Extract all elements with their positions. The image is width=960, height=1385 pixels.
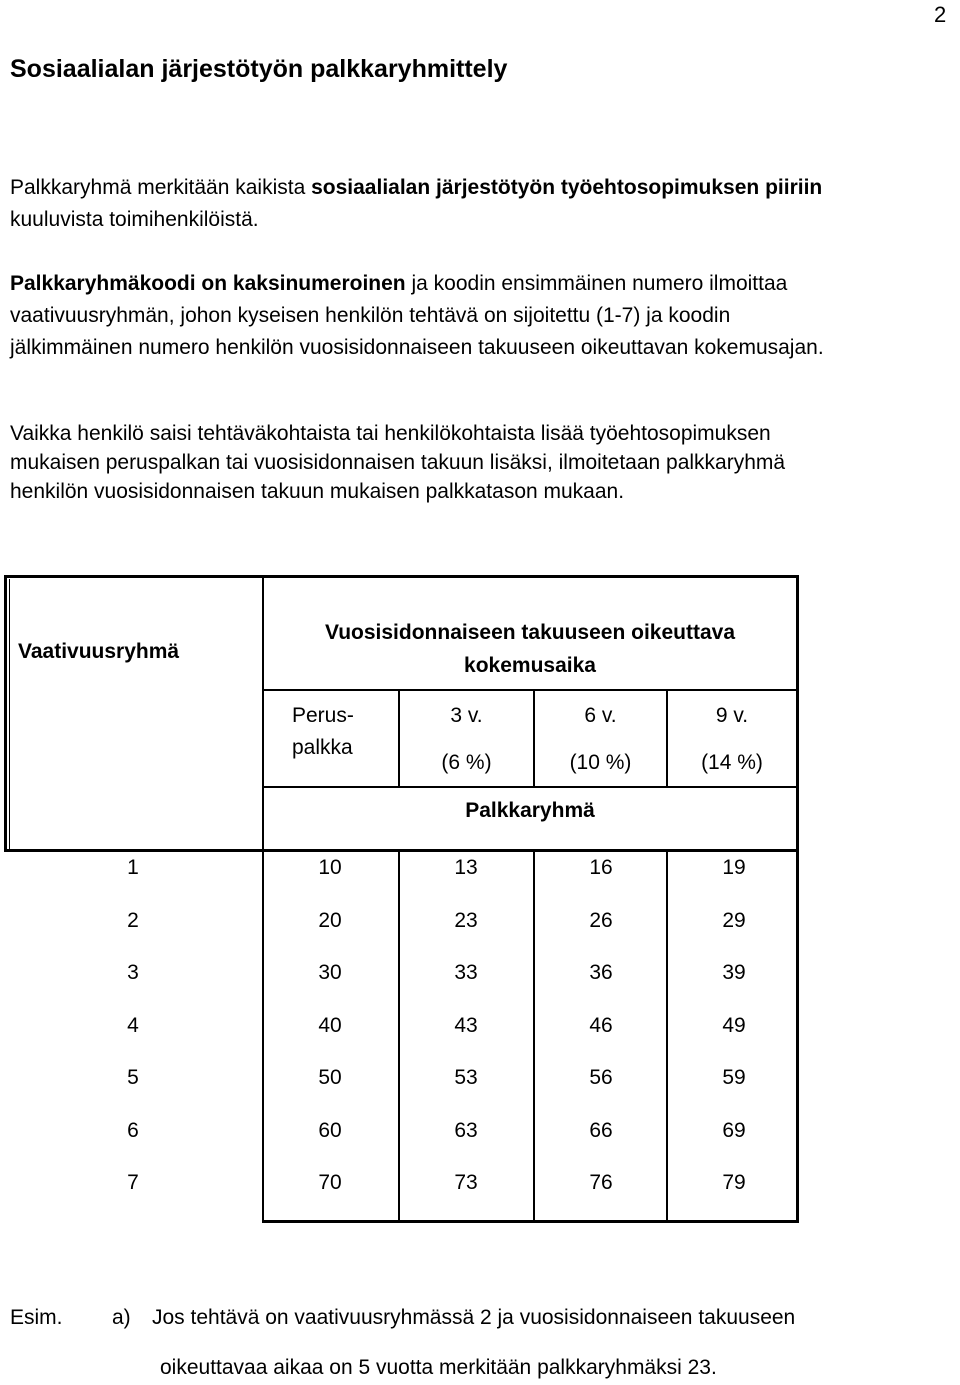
table-row-1-base: 10 <box>318 856 342 879</box>
header-pct-6: (10 %) <box>569 751 632 774</box>
table-row-2-y6: 26 <box>589 909 613 932</box>
table-row-1-y3: 13 <box>454 856 478 879</box>
table-row-4-group: 4 <box>127 1014 139 1037</box>
table-row-6-base: 60 <box>318 1119 342 1142</box>
header-vaativuusryhma: Vaativuusryhmä <box>18 640 180 663</box>
code-text-line2: vaativuusryhmän, johon kyseisen henkilön tehtävä on sijoitettu (1-7) ja koodin <box>10 304 731 327</box>
table-divider-col4-body <box>666 850 668 1223</box>
supplement-line1: Vaikka henkilö saisi tehtäväkohtaista tai henkilökohtaista lisää työehtosopimuksen <box>10 422 771 445</box>
table-row-7-y6: 76 <box>589 1171 613 1194</box>
table-row-5-y9: 59 <box>722 1066 746 1089</box>
table-row-3-y6: 36 <box>589 961 613 984</box>
table-divider-col2-body <box>398 850 400 1223</box>
table-row-1-y6: 16 <box>589 856 613 879</box>
table-border-right <box>796 575 799 1223</box>
table-row-1-group: 1 <box>127 856 139 879</box>
example-label: Esim. <box>10 1306 63 1329</box>
table-row-6-group: 6 <box>127 1119 139 1142</box>
supplement-line2: mukaisen peruspalkan tai vuosisidonnaisen takuun lisäksi, ilmoitetaan palkkaryhmä <box>10 451 786 474</box>
code-text-bold: Palkkaryhmäkoodi on kaksinumeroinen <box>10 272 406 295</box>
supplement-line3: henkilön vuosisidonnaisen takuun mukaisen palkkatason mukaan. <box>10 480 625 503</box>
table-row-2-y9: 29 <box>722 909 746 932</box>
table-row-5-y3: 53 <box>454 1066 478 1089</box>
table-divider-header <box>4 849 799 852</box>
table-divider-h2 <box>262 786 799 788</box>
intro-text-line2: kuuluvista toimihenkilöistä. <box>10 208 259 231</box>
intro-paragraph <box>10 172 955 236</box>
header-pct-3: (6 %) <box>441 751 492 774</box>
header-year-9: 9 v. <box>715 704 749 727</box>
example-item-marker: a) <box>112 1306 131 1329</box>
table-row-1-y9: 19 <box>722 856 746 879</box>
table-row-4-y6: 46 <box>589 1014 613 1037</box>
table-row-5-group: 5 <box>127 1066 139 1089</box>
code-paragraph <box>10 268 955 364</box>
page-title: Sosiaalialan järjestötyön palkkaryhmittely <box>10 55 508 83</box>
code-text-a: ja koodin ensimmäinen numero ilmoittaa <box>405 272 788 295</box>
example-line2: oikeuttavaa aikaa on 5 vuotta merkitään palkkaryhmäksi 23. <box>160 1356 717 1379</box>
table-row-5-y6: 56 <box>589 1066 613 1089</box>
table-row-6-y9: 69 <box>722 1119 746 1142</box>
table-row-7-y3: 73 <box>454 1171 478 1194</box>
intro-text-bold: sosiaalialan järjestötyön työehtosopimuksen piiriin <box>311 176 823 199</box>
header-year-3: 3 v. <box>450 704 483 727</box>
table-row-3-y3: 33 <box>454 961 478 984</box>
header-base-line2: palkka <box>292 736 353 759</box>
page-number: 2 <box>934 2 947 27</box>
header-base-line1: Perus- <box>292 704 354 727</box>
code-text-line3: jälkimmäinen numero henkilön vuosisidonnaiseen takuuseen oikeuttavan kokemusajan. <box>10 336 824 359</box>
table-border-bottom <box>262 1220 799 1223</box>
header-experience-line2: kokemusaika <box>464 654 596 677</box>
header-palkkaryhma: Palkkaryhmä <box>465 799 595 822</box>
header-year-6: 6 v. <box>584 704 617 727</box>
table-row-4-base: 40 <box>318 1014 342 1037</box>
example-line1: Jos tehtävä on vaativuusryhmässä 2 ja vuosisidonnaiseen takuuseen <box>152 1306 796 1329</box>
table-row-2-y3: 23 <box>454 909 478 932</box>
table-row-7-base: 70 <box>318 1171 342 1194</box>
table-row-6-y6: 66 <box>589 1119 613 1142</box>
intro-text-a: Palkkaryhmä merkitään kaikista <box>10 176 312 199</box>
table-divider-h1 <box>262 689 799 691</box>
table-row-3-base: 30 <box>318 961 342 984</box>
table-row-3-y9: 39 <box>722 961 746 984</box>
table-row-6-y3: 63 <box>454 1119 478 1142</box>
table-border-left-inner <box>9 579 10 851</box>
table-row-7-group: 7 <box>127 1171 139 1194</box>
table-row-3-group: 3 <box>127 961 139 984</box>
header-experience-line1: Vuosisidonnaiseen takuuseen oikeuttava <box>324 621 735 644</box>
table-divider-col3-body <box>533 850 535 1223</box>
header-pct-9: (14 %) <box>701 751 763 774</box>
table-row-4-y3: 43 <box>454 1014 478 1037</box>
table-row-2-group: 2 <box>127 909 139 932</box>
table-border-top <box>4 575 799 578</box>
table-border-left <box>4 575 7 851</box>
table-row-5-base: 50 <box>318 1066 342 1089</box>
table-row-2-base: 20 <box>318 909 342 932</box>
table-row-7-y9: 79 <box>722 1171 746 1194</box>
table-row-4-y9: 49 <box>722 1014 746 1037</box>
supplement-paragraph <box>10 419 955 506</box>
